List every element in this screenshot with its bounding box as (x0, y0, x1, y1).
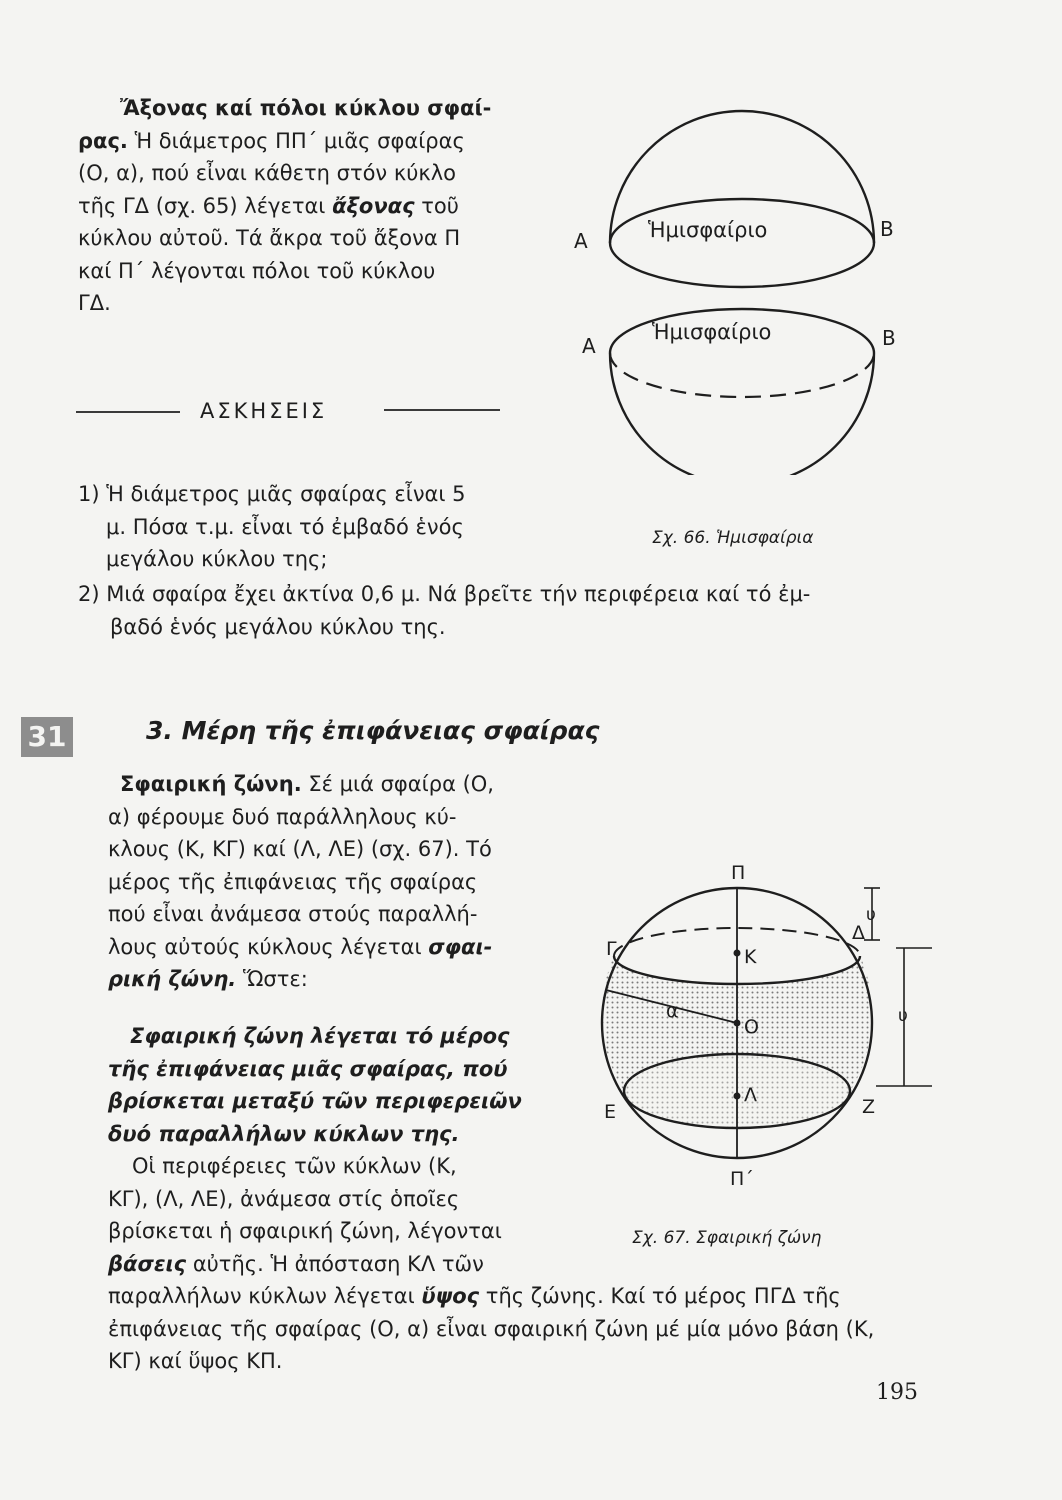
line: ΚΓ), (Λ, ΛΕ), ἀνάμεσα στίς ὁποῖες (108, 1186, 460, 1211)
line: δυό παραλλήλων κύκλων της. (108, 1121, 460, 1146)
bases-paragraph (108, 1150, 538, 1280)
figure-67-spherical-zone (580, 855, 960, 1195)
line: Ἄξονας καί πόλοι κύκλου σφαί- (120, 96, 492, 120)
zone-definition (108, 1020, 526, 1150)
exercises-heading: ΑΣΚΗΣΕΙΣ (200, 399, 328, 423)
line: Σφαιρική ζώνη λέγεται τό μέρος (130, 1024, 510, 1048)
label-B-top: B (880, 217, 894, 241)
label-K: Κ (744, 946, 757, 968)
label-u2: υ (898, 1006, 908, 1026)
line: (Ο, α), πού εἶναι κάθετη στόν κύκλο (78, 161, 457, 185)
figure-66-caption: Σχ. 66. Ἡμισφαίρια (652, 528, 814, 548)
label-hemisphere-bottom: Ἡμισφαίριο (652, 320, 772, 344)
section-axis-poles (78, 92, 523, 320)
upper-base-ellipse (610, 199, 874, 287)
line: Οἱ περιφέρειες τῶν κύκλων (Κ, (132, 1154, 457, 1178)
line: ΓΔ. (78, 291, 111, 315)
height-paragraph (108, 1280, 958, 1378)
label-B-bottom: B (882, 326, 896, 350)
line: Σφαιρική ζώνη. Σέ μιά σφαίρα (Ο, (120, 772, 494, 796)
section-number-badge: 31 (21, 717, 73, 757)
line: τῆς ΓΔ (σχ. 65) λέγεται ἄξονας τοῦ (78, 193, 459, 218)
label-A-bottom: A (582, 334, 596, 358)
line: ΚΓ) καί ὕψος ΚΠ. (108, 1349, 283, 1373)
lower-bowl (610, 353, 874, 475)
figure-67-caption: Σχ. 67. Σφαιρική ζώνη (632, 1228, 822, 1248)
label-P-prime: Π΄ (730, 1168, 754, 1190)
label-P: Π (731, 862, 746, 884)
line: ρας. Ἡ διάμετρος ΠΠ΄ μιᾶς σφαίρας (78, 128, 465, 153)
center-K (734, 950, 741, 957)
label-G: Γ (606, 938, 617, 960)
heading-rule-right (384, 409, 500, 411)
label-u1: υ (866, 905, 876, 925)
line: κλους (Κ, ΚΓ) καί (Λ, ΛΕ) (σχ. 67). Τό (108, 837, 492, 861)
lower-rim-hidden (610, 353, 874, 397)
line: α) φέρουμε δυό παράλληλους κύ- (108, 804, 457, 829)
line: βρίσκεται μεταξύ τῶν περιφερειῶν (108, 1089, 522, 1113)
line: 2) Μιά σφαίρα ἔχει ἀκτίνα 0,6 μ. Νά βρεῖτε τήν περιφέρεια καί τό ἐμ- (78, 582, 811, 606)
label-A-top: A (574, 229, 588, 253)
exercise-2 (78, 578, 958, 643)
figure-66-hemispheres (570, 95, 910, 475)
zone-paragraph (108, 768, 526, 996)
line: τῆς ἐπιφάνειας μιᾶς σφαίρας, πού (108, 1056, 508, 1081)
line: βρίσκεται ἡ σφαιρική ζώνη, λέγονται (108, 1219, 502, 1243)
label-hemisphere-top: Ἡμισφαίριο (648, 218, 768, 242)
label-O: Ο (744, 1016, 759, 1038)
label-L: Λ (744, 1084, 757, 1106)
label-E: Ε (604, 1101, 617, 1123)
line: κύκλου αὐτοῦ. Τά ἄκρα τοῦ ἄξονα Π (78, 226, 461, 250)
line: 1) Ἡ διάμετρος μιᾶς σφαίρας εἶναι 5 (78, 482, 466, 506)
line: καί Π΄ λέγονται πόλοι τοῦ κύκλου (78, 258, 436, 283)
page-number: 195 (876, 1380, 918, 1405)
line: βάσεις αὐτῆς. Ἡ ἀπόσταση ΚΛ τῶν (108, 1251, 484, 1276)
label-Z: Ζ (862, 1096, 876, 1118)
line: ρική ζώνη. Ὥστε: (108, 967, 308, 991)
line: ἐπιφάνειας τῆς σφαίρας (Ο, α) εἶναι σφαιρική ζώνη μέ μία μόνο βάση (Κ, (108, 1316, 875, 1341)
label-alpha: α (666, 1000, 679, 1022)
section-title: 3. Μέρη τῆς ἐπιφάνειας σφαίρας (146, 716, 600, 745)
line: μεγάλου κύκλου της; (106, 547, 328, 571)
line: πού εἶναι ἀνάμεσα στούς παραλλή- (108, 902, 478, 926)
label-D: Δ (852, 922, 865, 944)
center-L (734, 1093, 741, 1100)
line: βαδό ἑνός μεγάλου κύκλου της. (110, 614, 446, 639)
line: λους αὐτούς κύκλους λέγεται σφαι- (108, 934, 493, 959)
exercise-1 (78, 478, 528, 576)
line: μέρος τῆς ἐπιφάνειας τῆς σφαίρας (108, 869, 478, 894)
center-O (734, 1020, 741, 1027)
heading-rule-left (76, 411, 180, 413)
line: παραλλήλων κύκλων λέγεται ὕψος τῆς ζώνης. Καί τό μέρος ΠΓΔ τῆς (108, 1284, 841, 1308)
line: μ. Πόσα τ.μ. εἶναι τό ἐμβαδό ἑνός (106, 514, 464, 539)
